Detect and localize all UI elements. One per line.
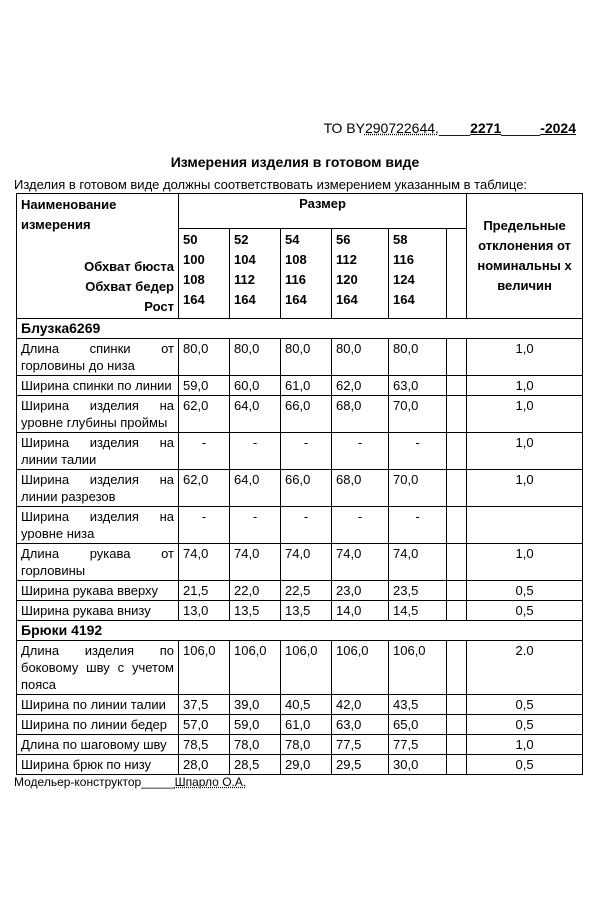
size-column-cell: [281, 229, 332, 319]
measurement-value: -: [230, 507, 281, 544]
size-height-value: 164: [183, 292, 205, 307]
measurement-value: -: [389, 433, 447, 470]
table-row: [17, 641, 583, 695]
measurement-value: 59,0: [179, 376, 230, 396]
measurement-value: 29,0: [281, 755, 332, 775]
hips-header-label: Обхват бедер: [85, 279, 174, 294]
measurement-value: 13,5: [230, 601, 281, 621]
measurement-value: 28,5: [230, 755, 281, 775]
measurement-value: 74,0: [389, 544, 447, 581]
size-hips-value: 124: [393, 272, 415, 287]
tolerance-value: 0,5: [467, 755, 583, 775]
size-hips-value: 112: [234, 272, 255, 287]
measurement-value: 14,0: [332, 601, 389, 621]
measurement-value: 29,5: [332, 755, 389, 775]
tolerance-header-cell: Предельные отклонения от номинальны х величин: [467, 194, 583, 319]
measurement-value: 106,0: [230, 641, 281, 695]
table-row: [17, 695, 583, 715]
table-row: [17, 601, 583, 621]
table-row: [17, 755, 583, 775]
measurement-value: -: [281, 507, 332, 544]
measurement-value: -: [332, 433, 389, 470]
tolerance-value: 1,0: [467, 376, 583, 396]
ref-year: -2024: [540, 120, 576, 136]
measurement-value: 42,0: [332, 695, 389, 715]
measurement-value: 60,0: [230, 376, 281, 396]
ref-number: 290722644.: [364, 120, 439, 136]
measurement-value: 78,0: [281, 735, 332, 755]
table-row: [17, 376, 583, 396]
measurement-value: 78,5: [179, 735, 230, 755]
measurement-value: 66,0: [281, 470, 332, 507]
size-bust-value: 116: [393, 252, 414, 267]
spare-cell: [447, 470, 467, 507]
measurement-value: 62,0: [179, 470, 230, 507]
measurement-value: 80,0: [389, 339, 447, 376]
measurement-value: 64,0: [230, 470, 281, 507]
measurement-value: 74,0: [179, 544, 230, 581]
measurement-value: 40,5: [281, 695, 332, 715]
measurement-value: 80,0: [332, 339, 389, 376]
measurement-value: 106,0: [179, 641, 230, 695]
measurement-value: 30,0: [389, 755, 447, 775]
tolerance-value: 1,0: [467, 544, 583, 581]
tolerance-value: 1,0: [467, 396, 583, 433]
measurement-value: 63,0: [389, 376, 447, 396]
spare-cell: [447, 601, 467, 621]
measurement-value: 78,0: [230, 735, 281, 755]
measurement-value: 80,0: [179, 339, 230, 376]
section-title-row: [17, 621, 583, 641]
ref-prefix: ТО BY: [323, 120, 365, 136]
size-height-value: 164: [336, 292, 358, 307]
footer-signature: [14, 775, 246, 789]
measurement-value: 106,0: [281, 641, 332, 695]
spare-cell: [447, 339, 467, 376]
ref-code: 2271: [470, 120, 502, 136]
measurement-value: 28,0: [179, 755, 230, 775]
spare-cell: [447, 695, 467, 715]
measurement-name: Ширина рукава вверху: [17, 581, 179, 601]
spare-cell: [447, 376, 467, 396]
measurement-value: 74,0: [230, 544, 281, 581]
size-column-cell: [389, 229, 447, 319]
measurement-value: 43,5: [389, 695, 447, 715]
measurement-value: 22,0: [230, 581, 281, 601]
name-header-cell: [17, 194, 179, 319]
measurement-value: 106,0: [332, 641, 389, 695]
spare-cell: [447, 433, 467, 470]
measurement-value: 59,0: [230, 715, 281, 735]
size-sizes-value: 52: [234, 232, 249, 247]
ref-blank-2: _____: [501, 120, 541, 136]
measurement-value: 66,0: [281, 396, 332, 433]
measurement-value: 39,0: [230, 695, 281, 715]
size-header-cell: Размер: [179, 194, 467, 229]
measurement-value: 68,0: [332, 396, 389, 433]
size-column-cell: [332, 229, 389, 319]
spare-cell: [447, 715, 467, 735]
intro-text: Изделия в готовом виде должны соответствовать измерением указанным в таблице:: [14, 177, 528, 192]
measurement-name: Ширина изделия на уровне глубины проймы: [17, 396, 179, 433]
size-height-value: 164: [285, 292, 307, 307]
size-bust-value: 112: [336, 252, 357, 267]
spare-column-cell: [447, 229, 467, 319]
measurement-name: Ширина изделия на линии талии: [17, 433, 179, 470]
size-hips-value: 108: [183, 272, 205, 287]
measurement-value: 61,0: [281, 715, 332, 735]
footer-blank: _____: [141, 775, 175, 789]
measurement-value: 106,0: [389, 641, 447, 695]
measurement-value: 77,5: [332, 735, 389, 755]
table-row: [17, 715, 583, 735]
spare-cell: [447, 396, 467, 433]
measurement-value: 13,0: [179, 601, 230, 621]
tolerance-value: 1,0: [467, 433, 583, 470]
tolerance-value: 0,5: [467, 601, 583, 621]
spare-cell: [447, 641, 467, 695]
measurement-value: 74,0: [281, 544, 332, 581]
measurement-name: Длина рукава от горловины: [17, 544, 179, 581]
tolerance-value: 1,0: [467, 735, 583, 755]
bust-header-label: Обхват бюста: [84, 259, 174, 274]
measurement-name: Длина по шаговому шву: [17, 735, 179, 755]
spare-cell: [447, 735, 467, 755]
tolerance-value: [467, 507, 583, 544]
measurement-name: Ширина по линии бедер: [17, 715, 179, 735]
measurement-value: -: [230, 433, 281, 470]
section-title: Брюки 4192: [17, 621, 583, 641]
tolerance-value: 1,0: [467, 470, 583, 507]
table-row: [17, 507, 583, 544]
spare-cell: [447, 544, 467, 581]
size-sizes-value: 56: [336, 232, 351, 247]
measurement-name: Ширина спинки по линии: [17, 376, 179, 396]
measurement-value: 14,5: [389, 601, 447, 621]
spare-cell: [447, 507, 467, 544]
footer-signature-name: Шпарло О.А.: [174, 775, 247, 789]
header-row: [17, 194, 583, 229]
measurement-value: 13,5: [281, 601, 332, 621]
tolerance-value: 1,0: [467, 339, 583, 376]
measurement-value: 22,5: [281, 581, 332, 601]
table-row: [17, 396, 583, 433]
size-height-value: 164: [393, 292, 415, 307]
measurement-value: -: [179, 507, 230, 544]
tolerance-value: 2.0: [467, 641, 583, 695]
page-title: Измерения изделия в готовом виде: [170, 154, 420, 170]
tolerance-value: 0,5: [467, 695, 583, 715]
document-reference: [324, 120, 576, 136]
table-row: [17, 470, 583, 507]
measurement-name: Ширина по линии талии: [17, 695, 179, 715]
measurement-name: Ширина изделия на уровне низа: [17, 507, 179, 544]
measurement-value: 65,0: [389, 715, 447, 735]
section-title-row: [17, 319, 583, 339]
tolerance-value: 0,5: [467, 581, 583, 601]
size-column-cell: [179, 229, 230, 319]
table-body: [17, 194, 583, 775]
tolerance-value: 0,5: [467, 715, 583, 735]
size-hips-value: 116: [285, 272, 306, 287]
size-column-cell: [230, 229, 281, 319]
measurement-value: 74,0: [332, 544, 389, 581]
measurement-name: Длина спинки от горловины до низа: [17, 339, 179, 376]
height-header-label: Рост: [144, 299, 174, 314]
size-sizes-value: 50: [183, 232, 198, 247]
measurement-name: Ширина рукава внизу: [17, 601, 179, 621]
measurement-name: Ширина изделия на линии разрезов: [17, 470, 179, 507]
measurement-value: 62,0: [179, 396, 230, 433]
measurement-value: 57,0: [179, 715, 230, 735]
size-sizes-value: 58: [393, 232, 408, 247]
measurement-value: 37,5: [179, 695, 230, 715]
measurement-value: 61,0: [281, 376, 332, 396]
measurement-value: -: [281, 433, 332, 470]
measurement-name: Длина изделия по боковому шву с учетом пояса: [17, 641, 179, 695]
name-header-label: Наименование измерения: [21, 197, 117, 232]
measurement-value: 68,0: [332, 470, 389, 507]
measurement-value: -: [179, 433, 230, 470]
size-bust-value: 104: [234, 252, 256, 267]
table-row: [17, 544, 583, 581]
table-row: [17, 433, 583, 470]
measurement-value: 62,0: [332, 376, 389, 396]
ref-blank-1: ____: [438, 120, 471, 136]
table-row: [17, 581, 583, 601]
size-sizes-value: 54: [285, 232, 300, 247]
measurement-value: 70,0: [389, 470, 447, 507]
footer-role: Модельер-конструктор: [14, 775, 142, 789]
table-row: [17, 735, 583, 755]
table-row: [17, 339, 583, 376]
measurement-value: 64,0: [230, 396, 281, 433]
measurement-value: 23,5: [389, 581, 447, 601]
measurement-value: -: [332, 507, 389, 544]
measurement-value: 21,5: [179, 581, 230, 601]
size-bust-value: 108: [285, 252, 307, 267]
measurement-value: -: [389, 507, 447, 544]
measurement-value: 80,0: [281, 339, 332, 376]
size-height-value: 164: [234, 292, 256, 307]
measurements-table: [16, 193, 583, 775]
measurement-value: 77,5: [389, 735, 447, 755]
size-hips-value: 120: [336, 272, 358, 287]
measurement-value: 23,0: [332, 581, 389, 601]
spare-cell: [447, 581, 467, 601]
size-bust-value: 100: [183, 252, 205, 267]
measurement-name: Ширина брюк по низу: [17, 755, 179, 775]
measurement-value: 80,0: [230, 339, 281, 376]
spare-cell: [447, 755, 467, 775]
section-title: Блузка6269: [17, 319, 583, 339]
measurement-value: 70,0: [389, 396, 447, 433]
measurement-value: 63,0: [332, 715, 389, 735]
